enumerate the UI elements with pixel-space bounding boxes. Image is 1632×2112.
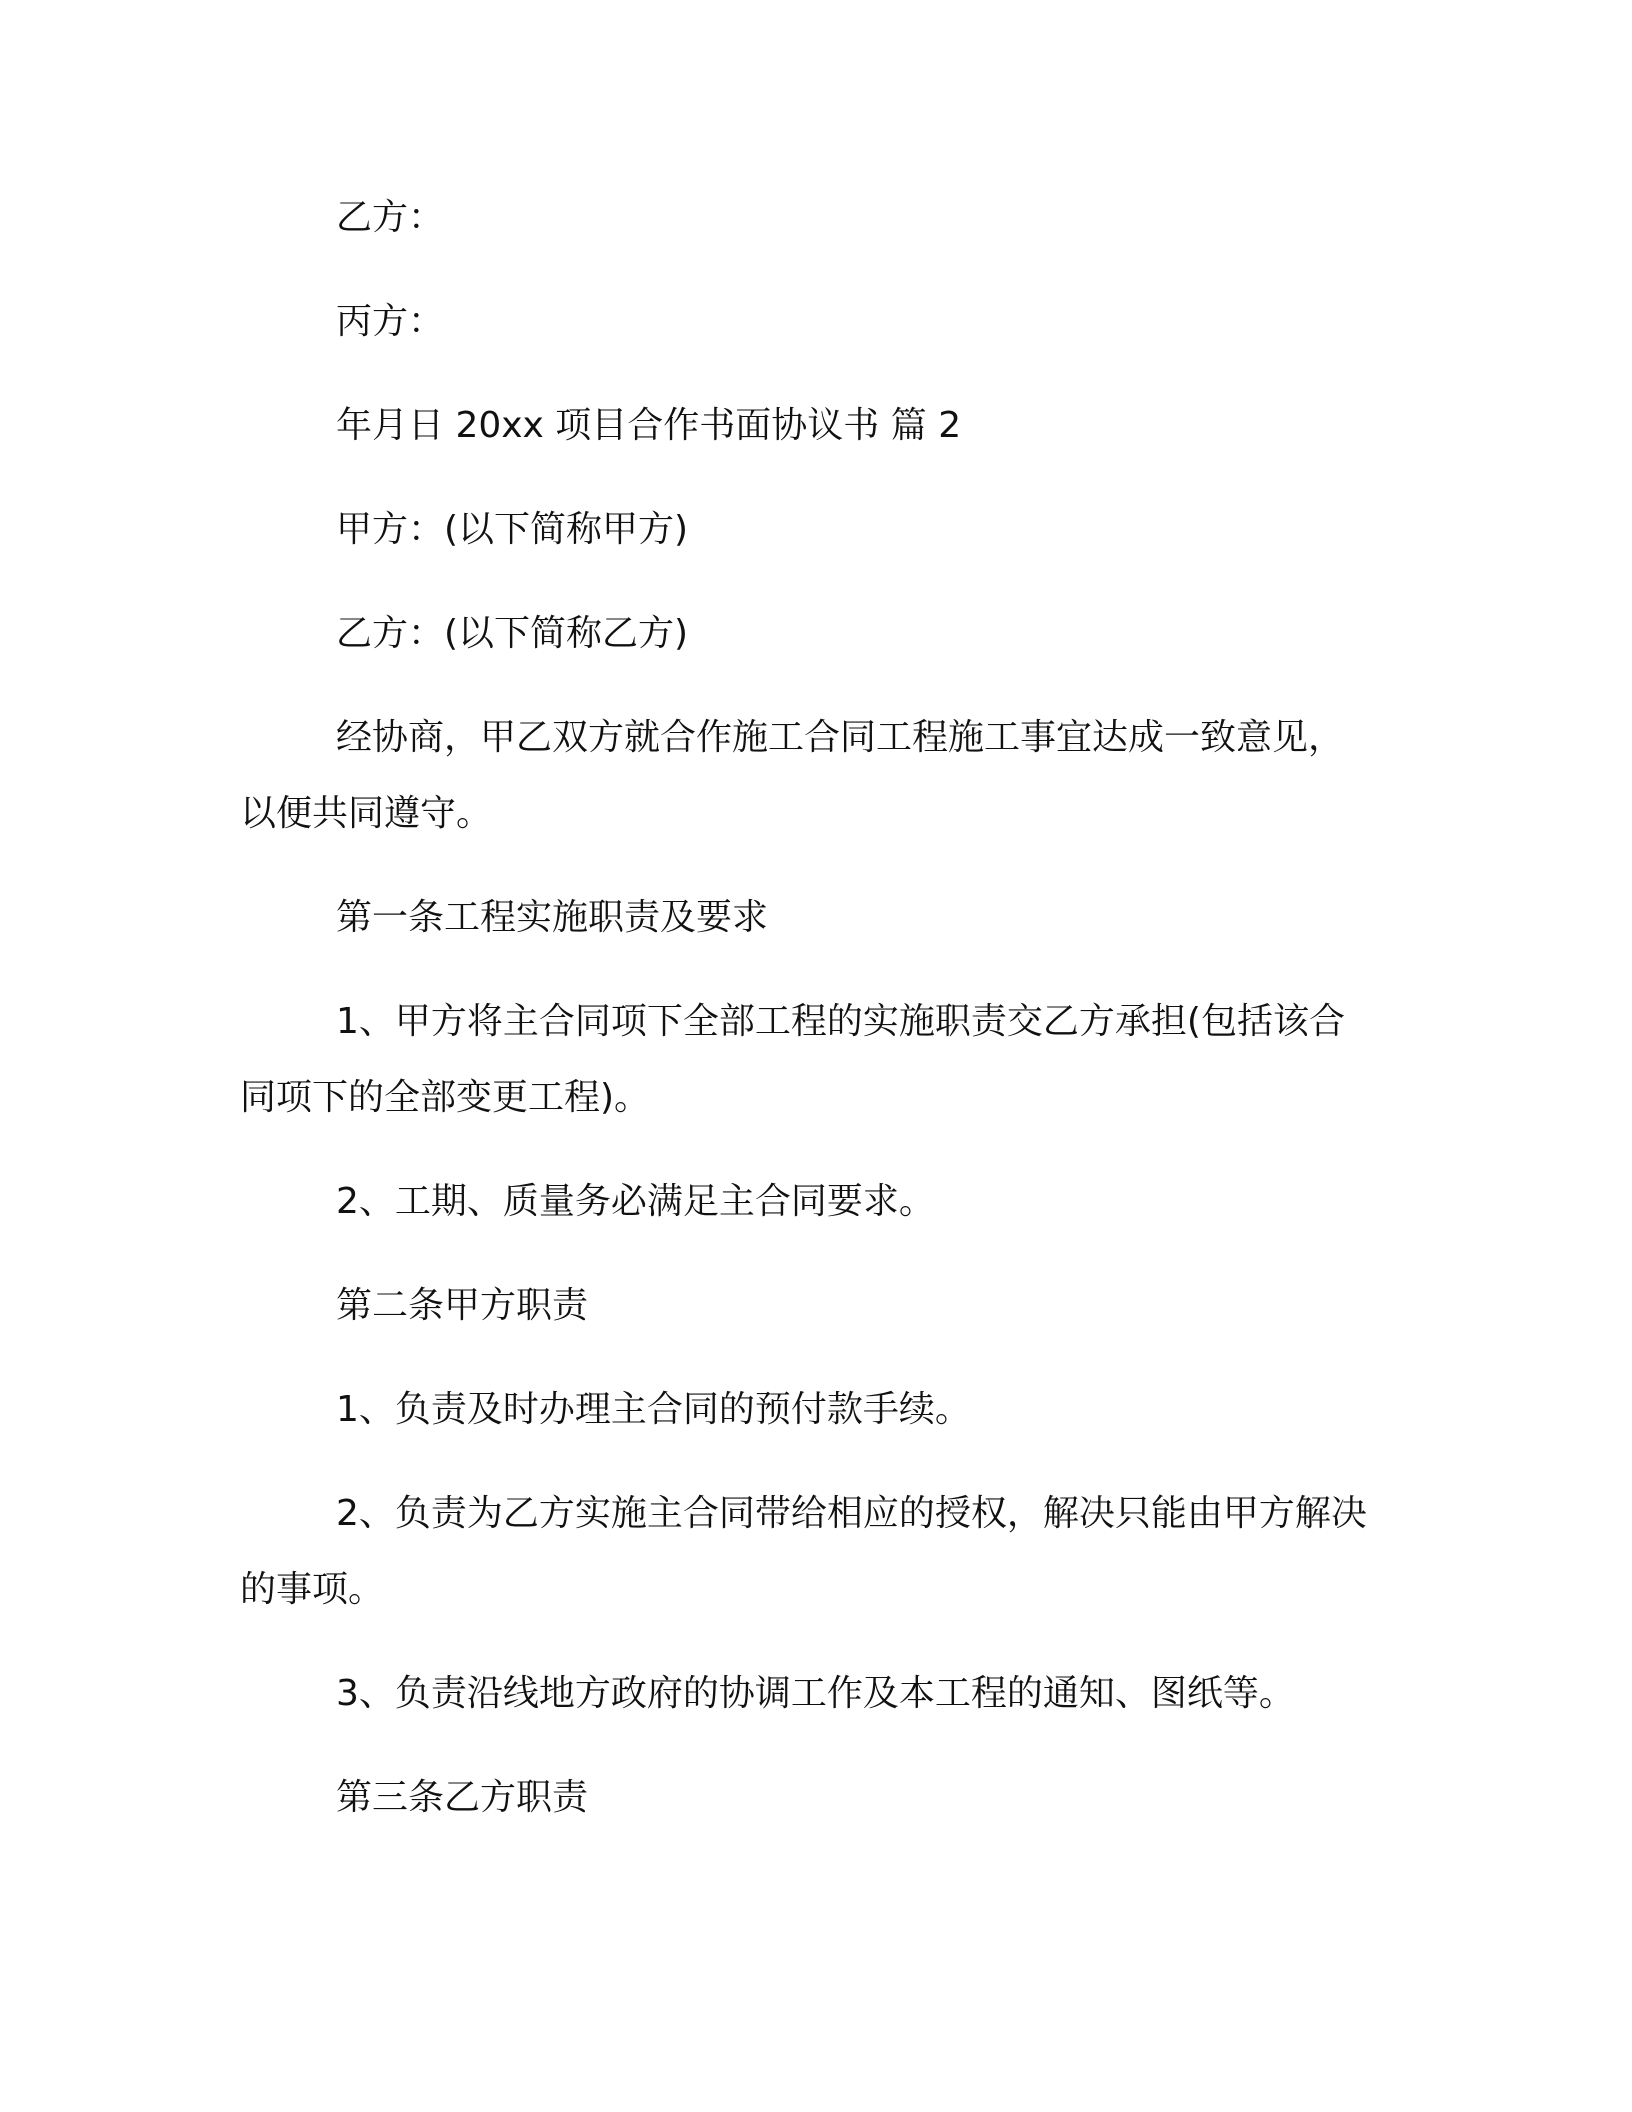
paragraph-party-a-abbrev: 甲方：(以下简称甲方) [336, 509, 689, 550]
heading-article-2: 第二条甲方职责 [336, 1285, 589, 1326]
paragraph-intro: 经协商，甲乙双方就合作施工合同工程施工事宜达成一致意见，以便共同遵守。 [240, 717, 1345, 834]
heading-article-1: 第一条工程实施职责及要求 [336, 897, 769, 938]
paragraph-date-title: 年月日 20xx 项目合作书面协议书 篇 2 [336, 405, 962, 446]
paragraph-article-2-item-1: 1、负责及时办理主合同的预付款手续。 [336, 1389, 971, 1430]
paragraph-party-c: 丙方： [336, 301, 445, 342]
heading-article-3: 第三条乙方职责 [336, 1777, 589, 1818]
paragraph-article-2-item-3: 3、负责沿线地方政府的协调工作及本工程的通知、图纸等。 [336, 1673, 1295, 1714]
paragraph-article-1-item-2: 2、工期、质量务必满足主合同要求。 [336, 1181, 935, 1222]
paragraph-party-b: 乙方： [336, 197, 445, 238]
paragraph-article-2-item-2: 2、负责为乙方实施主合同带给相应的授权，解决只能由甲方解决的事项。 [240, 1493, 1367, 1610]
paragraph-party-b-abbrev: 乙方：(以下简称乙方) [336, 613, 689, 654]
paragraph-article-1-item-1: 1、甲方将主合同项下全部工程的实施职责交乙方承担(包括该合同项下的全部变更工程)。 [240, 1001, 1345, 1118]
